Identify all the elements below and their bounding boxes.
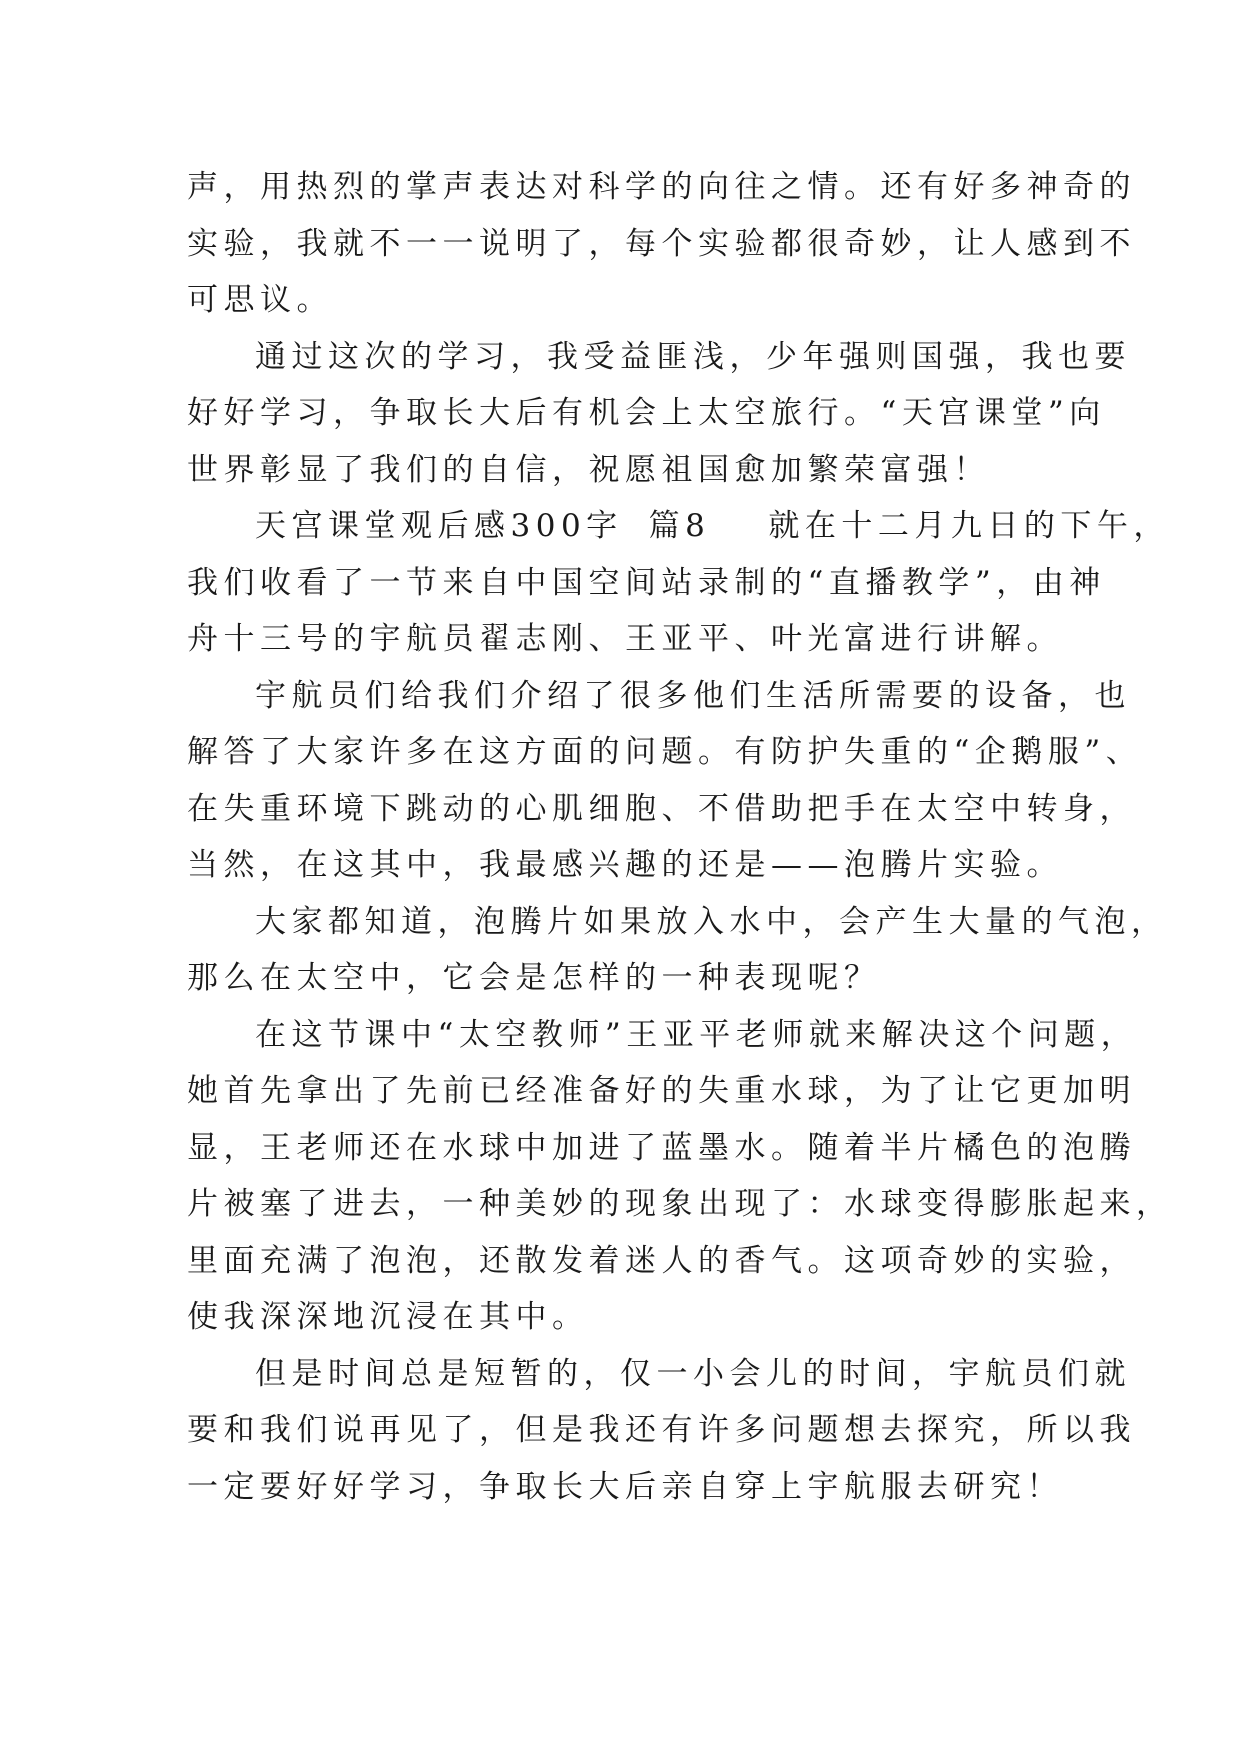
text-line: 舟十三号的宇航员翟志刚、王亚平、叶光富进行讲解。 (187, 621, 1063, 657)
paragraph (187, 1007, 1173, 1346)
text-line: 显，王老师还在水球中加进了蓝墨水。随着半片橘色的泡腾 (187, 1129, 1136, 1166)
text-line: 使我深深地沉浸在其中。 (187, 1299, 589, 1335)
text-line: 那么在太空中，它会是怎样的一种表现呢？ (187, 960, 881, 996)
section-heading-line (187, 498, 1170, 555)
paragraph (187, 498, 1170, 668)
text-line: 好好学习，争取长大后有机会上太空旅行。“天宫课堂”向 (187, 395, 1106, 431)
text-line: 当然，在这其中，我最感兴趣的还是——泡腾片实验。 (187, 847, 1063, 883)
text-line: 声，用热烈的掌声表达对科学的向往之情。还有好多神奇的 (187, 169, 1136, 205)
text-line: 通过这次的学习，我受益匪浅，少年强则国强，我也要 (255, 338, 1131, 375)
text-line: 大家都知道，泡腾片如果放入水中，会产生大量的气泡， (255, 903, 1168, 940)
text-line: 要和我们说再见了，但是我还有许多问题想去探究，所以我 (187, 1412, 1136, 1448)
paragraph (187, 894, 1168, 1007)
essay-body (187, 159, 1173, 1515)
text-line: 宇航员们给我们介绍了很多他们生活所需要的设备，也 (255, 677, 1131, 714)
text-line: 但是时间总是短暂的，仅一小会儿的时间，宇航员们就 (255, 1355, 1131, 1392)
text-line: 片被塞了进去，一种美妙的现象出现了：水球变得膨胀起来， (187, 1186, 1173, 1222)
text-line: 里面充满了泡泡，还散发着迷人的香气。这项奇妙的实验， (187, 1242, 1136, 1279)
text-line: 在这节课中“太空教师”王亚平老师就来解决这个问题， (255, 1016, 1138, 1053)
text-line: 她首先拿出了先前已经准备好的失重水球，为了让它更加明 (187, 1073, 1136, 1109)
section-number: 篇8 (648, 508, 711, 544)
section-title: 天宫课堂观后感300字 (255, 508, 623, 544)
text-line: 世界彰显了我们的自信，祝愿祖国愈加繁荣富强！ (187, 451, 990, 488)
text-segment: 就在十二月九日的下午， (768, 508, 1170, 544)
paragraph (187, 668, 1143, 894)
text-line: 在失重环境下跳动的心肌细胞、不借助把手在太空中转身， (187, 790, 1136, 827)
text-line: 一定要好好学习，争取长大后亲自穿上宇航服去研究！ (187, 1468, 1063, 1505)
text-line: 可思议。 (187, 282, 333, 318)
paragraph (187, 329, 1131, 499)
paragraph (187, 1346, 1136, 1516)
text-line: 我们收看了一节来自中国空间站录制的“直播教学”，由神 (187, 564, 1106, 601)
text-line: 解答了大家许多在这方面的问题。有防护失重的“企鹅服”、 (187, 734, 1143, 770)
text-line: 实验，我就不一一说明了，每个实验都很奇妙，让人感到不 (187, 225, 1136, 262)
paragraph (187, 159, 1136, 329)
